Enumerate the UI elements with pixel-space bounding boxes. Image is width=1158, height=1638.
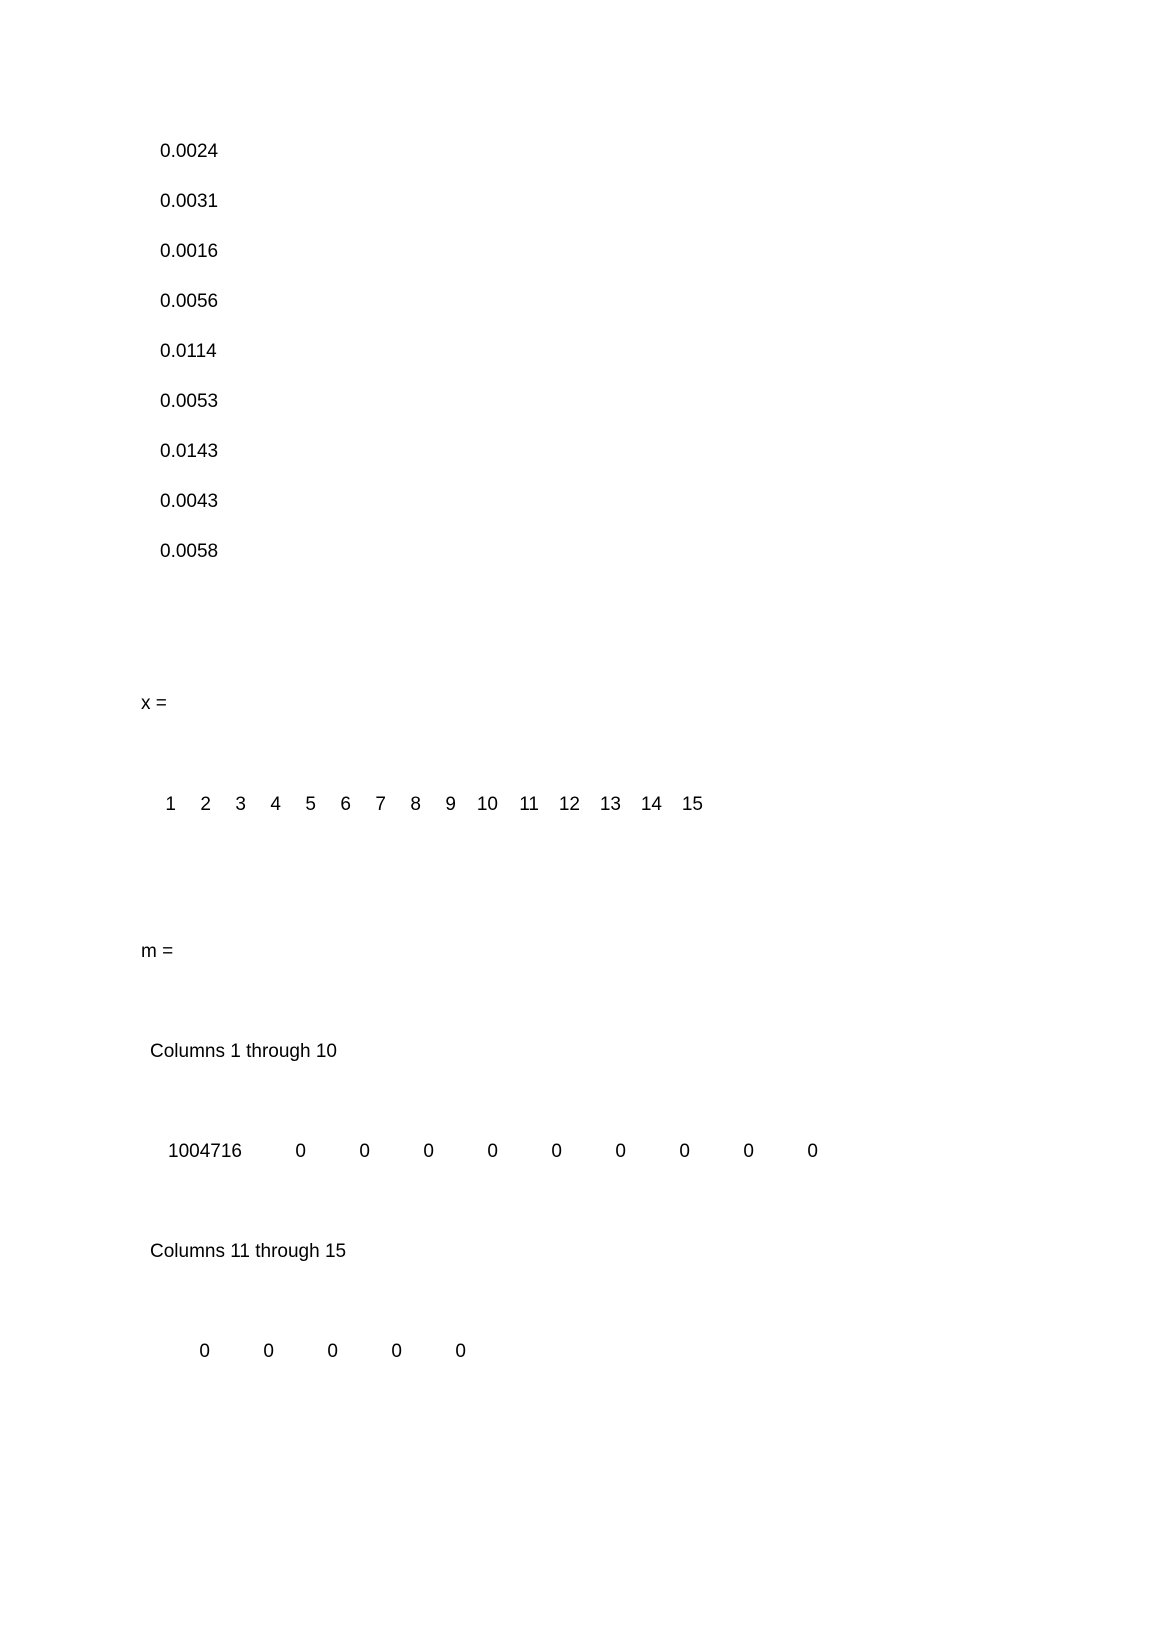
x-value: 3 bbox=[235, 794, 246, 815]
vector-value: 0.0024 bbox=[160, 141, 219, 162]
x-value: 13 bbox=[599, 794, 621, 815]
columns-heading: Columns 11 through 15 bbox=[150, 1241, 347, 1262]
vector-value: 0.0016 bbox=[160, 241, 219, 262]
m-value: 0 bbox=[455, 1341, 466, 1362]
m-variable-label: m = bbox=[141, 941, 174, 962]
vector-value: 0.0143 bbox=[160, 441, 219, 462]
column-vector bbox=[160, 140, 218, 590]
m-value: 0 bbox=[423, 1141, 434, 1162]
m-value: 0 bbox=[327, 1341, 338, 1362]
columns-heading: Columns 1 through 10 bbox=[150, 1041, 337, 1062]
vector-value: 0.0031 bbox=[160, 191, 219, 212]
x-variable-label: x = bbox=[141, 693, 167, 714]
x-value: 9 bbox=[445, 794, 456, 815]
x-value: 7 bbox=[375, 794, 386, 815]
m-value: 0 bbox=[743, 1141, 754, 1162]
m-value: 0 bbox=[487, 1141, 498, 1162]
x-value: 2 bbox=[200, 794, 211, 815]
m-value: 0 bbox=[359, 1141, 370, 1162]
m-value: 0 bbox=[615, 1141, 626, 1162]
vector-value: 0.0058 bbox=[160, 541, 219, 562]
x-value: 5 bbox=[305, 794, 316, 815]
vector-value: 0.0043 bbox=[160, 491, 219, 512]
vector-value: 0.0056 bbox=[160, 291, 219, 312]
m-value: 0 bbox=[199, 1341, 210, 1362]
x-value: 12 bbox=[558, 794, 580, 815]
m-values-row-2 bbox=[0, 1340, 1158, 1364]
m-value: 0 bbox=[679, 1141, 690, 1162]
m-value: 0 bbox=[551, 1141, 562, 1162]
m-value: 0 bbox=[391, 1341, 402, 1362]
x-values-row bbox=[0, 793, 1158, 817]
x-value: 10 bbox=[476, 794, 498, 815]
x-value: 1 bbox=[165, 794, 176, 815]
x-value: 11 bbox=[519, 794, 539, 815]
x-value: 8 bbox=[410, 794, 421, 815]
m-value: 0 bbox=[295, 1141, 306, 1162]
x-value: 6 bbox=[340, 794, 351, 815]
m-values-row-1 bbox=[0, 1140, 1158, 1164]
vector-value: 0.0053 bbox=[160, 391, 219, 412]
m-value: 1004716 bbox=[168, 1141, 242, 1162]
x-value: 15 bbox=[681, 794, 703, 815]
vector-value: 0.0114 bbox=[160, 341, 217, 362]
x-value: 4 bbox=[270, 794, 281, 815]
x-value: 14 bbox=[640, 794, 662, 815]
m-value: 0 bbox=[807, 1141, 818, 1162]
m-value: 0 bbox=[263, 1341, 274, 1362]
